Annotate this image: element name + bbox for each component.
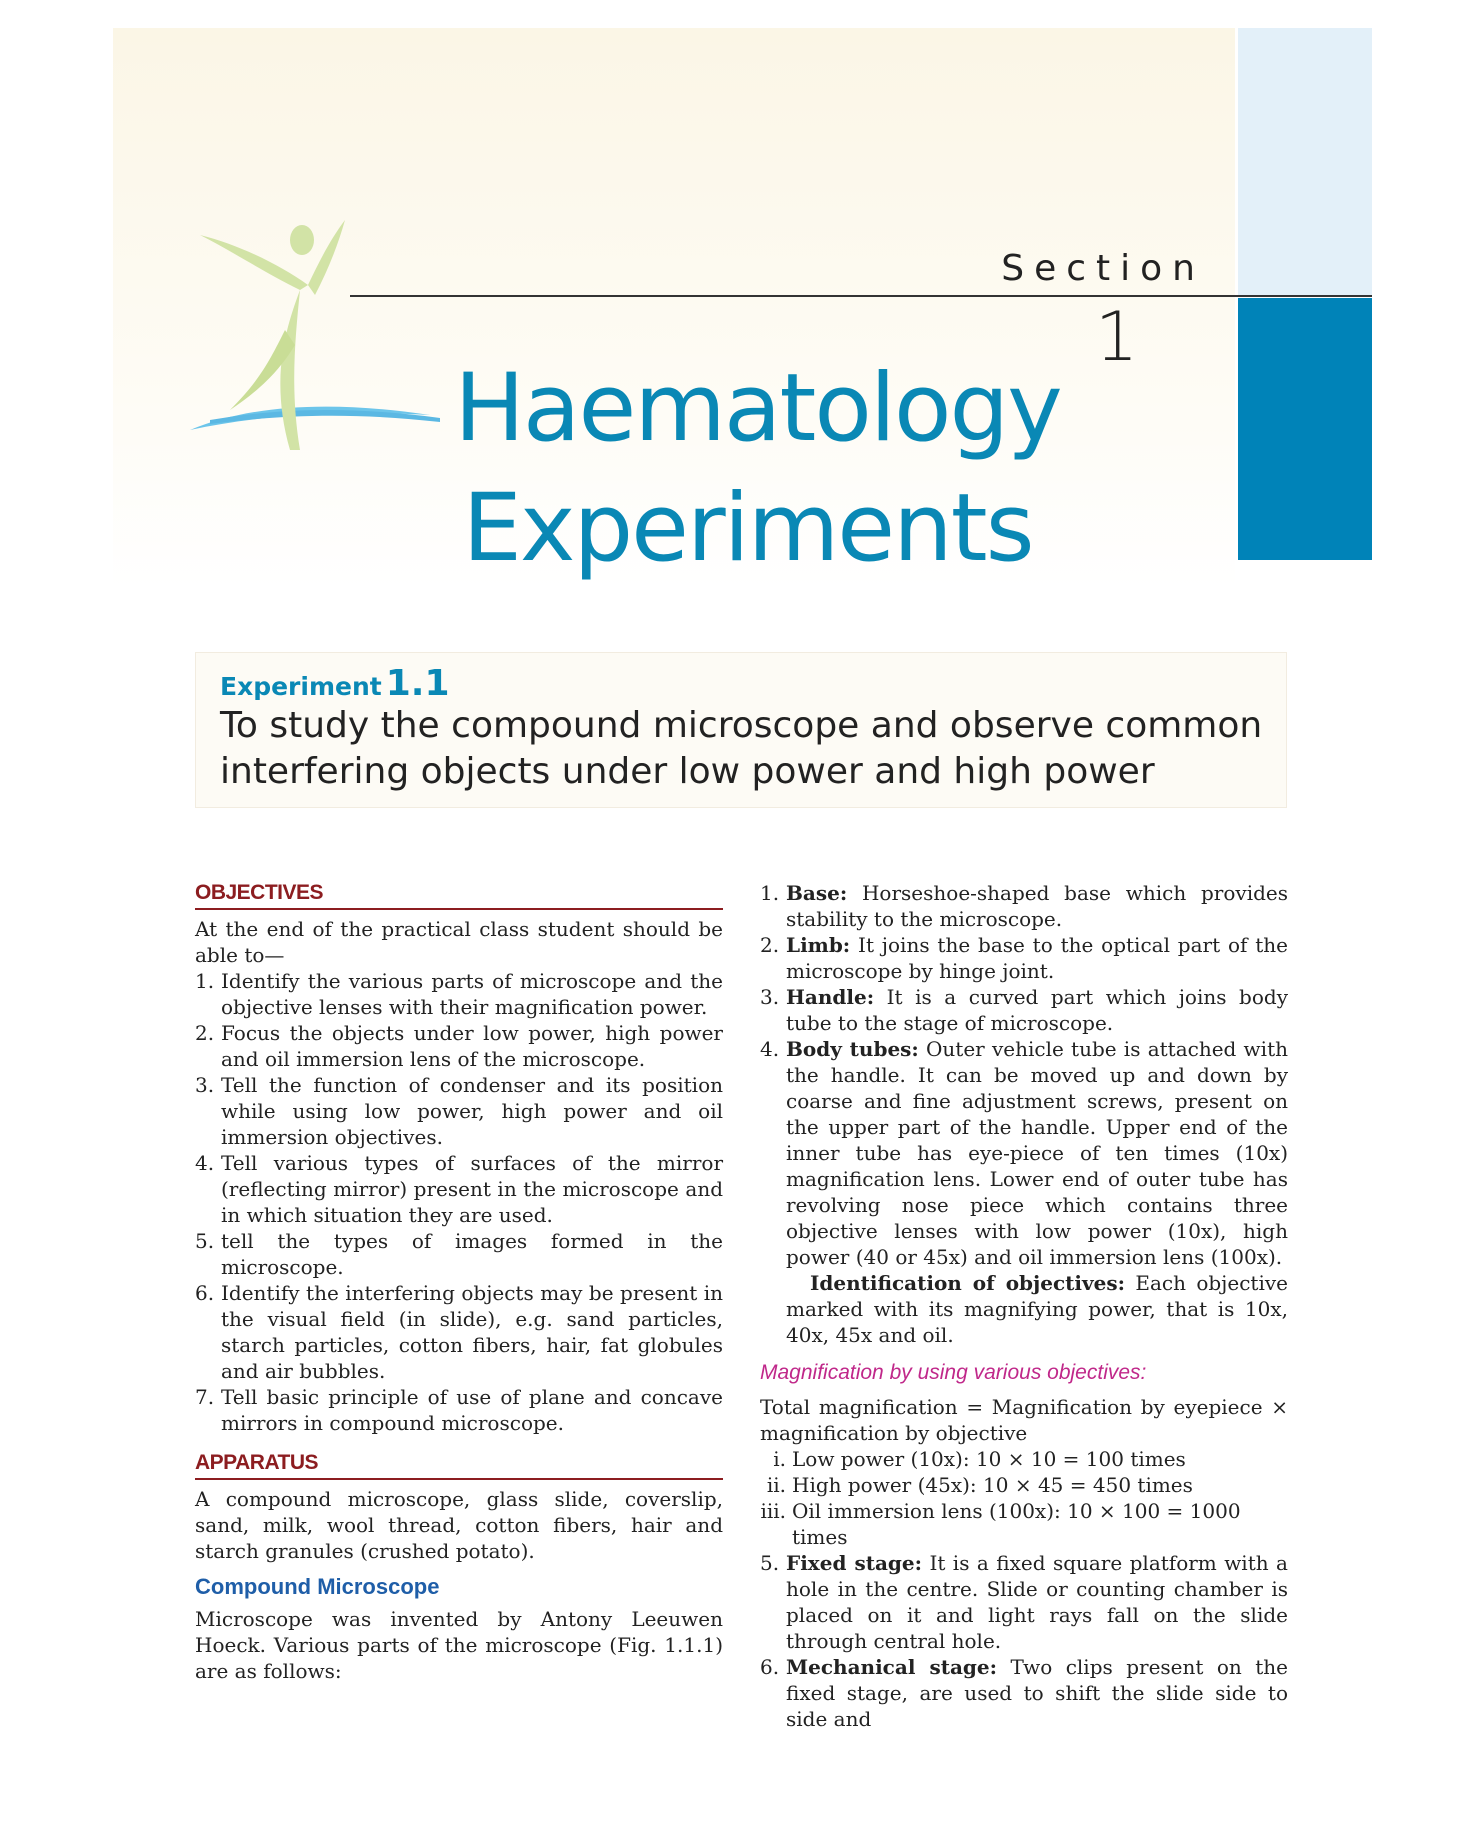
apparatus-text: A compound microscope, glass slide, coverslip, sand, milk, wool thread, cotton fibers, hair and starch granules (crushed potato). bbox=[195, 1487, 723, 1563]
parts-list-continued bbox=[760, 1550, 1288, 1732]
list-item: 5. Fixed stage: It is a fixed square platform with a hole in the centre. Slide or counting chamber is placed on it and light rays fall on the slide through central hole. bbox=[760, 1551, 1288, 1653]
list-item: 1. Base: Horseshoe-shaped base which provides stability to the microscope. bbox=[760, 881, 1288, 931]
compound-microscope-text: Microscope was invented by Antony Leeuwen Hoeck. Various parts of the microscope (Fig. 1.1.1) are as follows: bbox=[195, 1607, 723, 1683]
identification-paragraph: Identification of objectives: Each objective marked with its magnifying power, that is 10x, 40x, 45x and oil. bbox=[786, 1271, 1288, 1347]
magnification-list bbox=[760, 1446, 1288, 1550]
section-label: Section bbox=[1001, 248, 1205, 289]
list-item: 6. Mechanical stage: Two clips present on the fixed stage, are used to shift the slide side to side and bbox=[760, 1655, 1288, 1731]
list-item: 5. tell the types of images formed in the microscope. bbox=[195, 1229, 723, 1279]
experiment-title: To study the compound microscope and observe common interfering objects under low power and high power bbox=[220, 705, 1263, 792]
list-item: 2. Focus the objects under low power, high power and oil immersion lens of the microscope. bbox=[195, 1021, 723, 1071]
objectives-list bbox=[195, 968, 723, 1436]
section-number: 1 bbox=[1095, 298, 1139, 377]
left-column bbox=[195, 880, 723, 1684]
experiment-label: Experiment 1.1 bbox=[220, 663, 450, 704]
total-magnification: Total magnification = Magnification by eyepiece × magnification by objective bbox=[760, 1395, 1288, 1445]
magnification-heading: Magnification by using various objectives: bbox=[760, 1361, 1147, 1384]
list-item: 4. Tell various types of surfaces of the mirror (reflecting mirror) present in the microscope and in which situation they are used. bbox=[195, 1151, 723, 1227]
objectives-heading: OBJECTIVES bbox=[195, 880, 723, 910]
list-item: 7. Tell basic principle of use of plane and concave mirrors in compound microscope. bbox=[195, 1385, 723, 1435]
list-item: iii. Oil immersion lens (100x): 10 × 100 = 1000 times bbox=[760, 1499, 1241, 1549]
list-item: ii. High power (45x): 10 × 45 = 450 times bbox=[766, 1473, 1193, 1497]
list-item: 1. Identify the various parts of microscope and the objective lenses with their magnification power. bbox=[195, 969, 723, 1019]
list-item: 3. Tell the function of condenser and its position while using low power, high power and oil immersion objectives. bbox=[195, 1073, 723, 1149]
right-column bbox=[760, 880, 1288, 1732]
list-item: i. Low power (10x): 10 × 10 = 100 times bbox=[773, 1447, 1186, 1471]
list-item: 4. Body tubes: Outer vehicle tube is attached with the handle. It can be moved up and down by coarse and fine adjustment screws, present on the upper part of the handle. Upper end of the inner tube has eye-piece of ten times (10x) magnification lens. Lower end of outer tube has revolving nose piece which contains three objective lenses with low power (10x), high power (40 or 45x) and oil immersion lens (100x). bbox=[760, 1037, 1288, 1269]
parts-list bbox=[760, 880, 1288, 1270]
experiment-box bbox=[195, 652, 1287, 808]
page-title-line2: Experiments bbox=[462, 474, 1033, 583]
objectives-intro: At the end of the practical class student should be able to— bbox=[195, 917, 723, 967]
list-item: 3. Handle: It is a curved part which joins body tube to the stage of microscope. bbox=[760, 985, 1288, 1035]
section-strip-light bbox=[1238, 28, 1372, 296]
list-item: 2. Limb: It joins the base to the optical part of the microscope by hinge joint. bbox=[760, 933, 1288, 983]
list-item: 6. Identify the interfering objects may be present in the visual field (in slide), e.g. sand particles, starch particles, cotton fibers, hair, fat globules and air bubbles. bbox=[195, 1281, 723, 1383]
page-title-line1: Haematology bbox=[454, 354, 1061, 463]
compound-microscope-heading: Compound Microscope bbox=[195, 1574, 440, 1599]
section-rule bbox=[350, 295, 1372, 297]
apparatus-heading: APPARATUS bbox=[195, 1450, 723, 1480]
